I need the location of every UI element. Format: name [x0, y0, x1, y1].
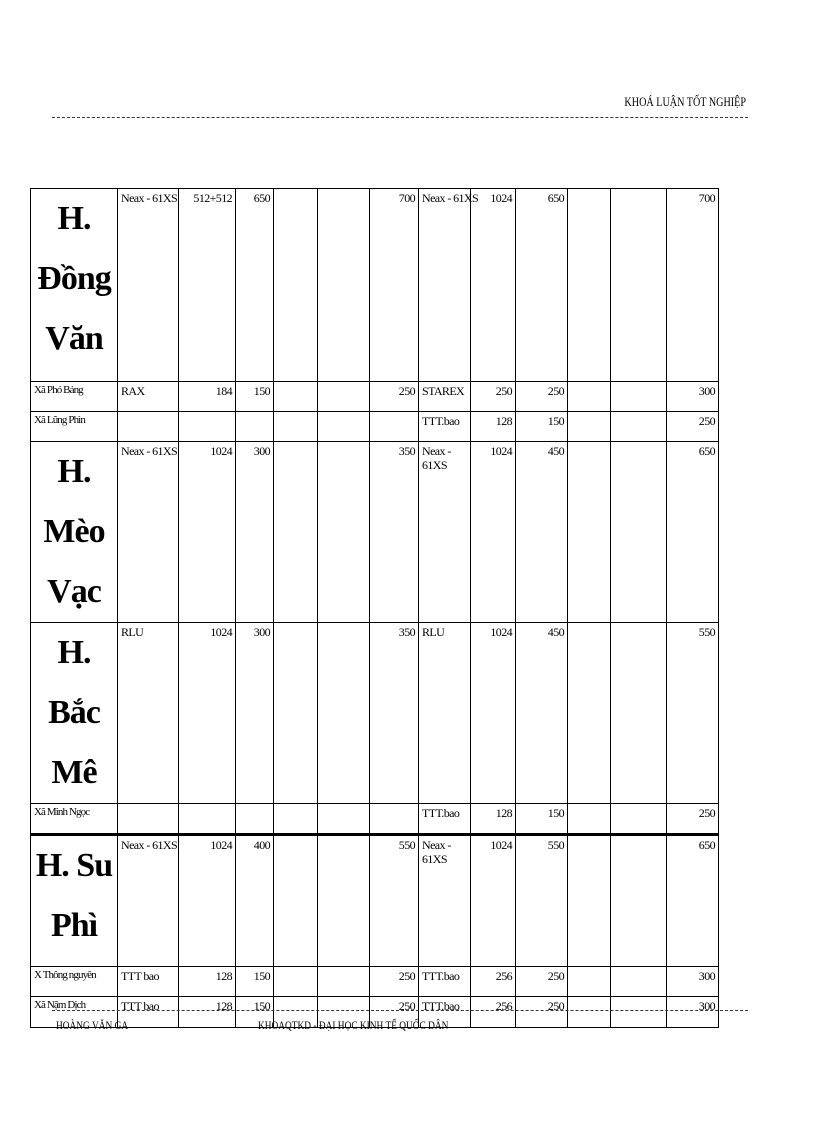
- footer-author: HOÀNG VĂN GA: [56, 1018, 129, 1032]
- table-cell: [568, 804, 611, 835]
- table-cell: 1024: [471, 623, 516, 804]
- table-cell: 256: [471, 997, 516, 1028]
- table-row: [31, 804, 719, 835]
- table-cell: [611, 623, 667, 804]
- table-cell: Neax - 61XS: [419, 835, 471, 967]
- table-cell: [370, 804, 419, 835]
- table-cell: 150: [236, 967, 274, 997]
- table-cell: [274, 189, 318, 382]
- row-name-cell: H. Mèo Vạc: [31, 442, 118, 623]
- row-name-cell: Xã Phó Bảng: [31, 382, 118, 412]
- table-cell: 184: [179, 382, 236, 412]
- table-cell: 550: [516, 835, 568, 967]
- table-cell: 128: [471, 804, 516, 835]
- row-name-cell: H. Su Phì: [31, 835, 118, 967]
- row-name-cell: X Thông nguyên: [31, 967, 118, 997]
- table-cell: [318, 804, 370, 835]
- table-cell: 700: [370, 189, 419, 382]
- header-divider: [52, 117, 748, 118]
- table-cell: 150: [236, 382, 274, 412]
- table-cell: Neax - 61XS: [419, 442, 471, 623]
- table-cell: [318, 442, 370, 623]
- table-cell: 300: [667, 967, 719, 997]
- table-cell: 650: [236, 189, 274, 382]
- table-cell: [568, 382, 611, 412]
- table-cell: TTT.bao: [419, 804, 471, 835]
- table-cell: 250: [370, 997, 419, 1028]
- table-cell: STAREX: [419, 382, 471, 412]
- table-cell: [568, 835, 611, 967]
- table-cell: 128: [179, 967, 236, 997]
- table-cell: 150: [516, 804, 568, 835]
- table-cell: 256: [471, 967, 516, 997]
- table-cell: Neax - 61XS: [118, 189, 179, 382]
- table-cell: [274, 804, 318, 835]
- data-table: [30, 188, 719, 1028]
- table-cell: [236, 412, 274, 442]
- table-cell: [318, 623, 370, 804]
- table-cell: TTT.bao: [419, 997, 471, 1028]
- table-cell: [118, 804, 179, 835]
- table-cell: TTT.bao: [419, 967, 471, 997]
- table-cell: [611, 442, 667, 623]
- table-cell: [611, 835, 667, 967]
- table-cell: 1024: [471, 835, 516, 967]
- table-cell: [611, 189, 667, 382]
- table-cell: [318, 412, 370, 442]
- table-row: [31, 189, 719, 382]
- table-cell: 550: [370, 835, 419, 967]
- table-cell: [611, 412, 667, 442]
- table-cell: TTT bao: [118, 997, 179, 1028]
- table-cell: [274, 442, 318, 623]
- table-cell: [568, 997, 611, 1028]
- table-cell: Neax - 61XS: [118, 835, 179, 967]
- table-cell: [568, 189, 611, 382]
- table-cell: [274, 382, 318, 412]
- table-cell: [236, 804, 274, 835]
- table-cell: 1024: [179, 835, 236, 967]
- table-cell: [274, 835, 318, 967]
- table-cell: 1024: [179, 623, 236, 804]
- table-cell: 128: [179, 997, 236, 1028]
- row-name-cell: H. Bắc Mê: [31, 623, 118, 804]
- table-cell: Neax - 61XS: [118, 442, 179, 623]
- table-cell: [274, 967, 318, 997]
- table-cell: TTT bao: [118, 967, 179, 997]
- table-cell: [274, 412, 318, 442]
- table-cell: 250: [667, 804, 719, 835]
- row-name-cell: Xã Minh Ngọc: [31, 804, 118, 835]
- table-cell: 250: [516, 967, 568, 997]
- table-cell: 150: [236, 997, 274, 1028]
- table-cell: 1024: [179, 442, 236, 623]
- table-cell: 250: [471, 382, 516, 412]
- table-cell: RAX: [118, 382, 179, 412]
- table-cell: 250: [370, 382, 419, 412]
- table-cell: 700: [667, 189, 719, 382]
- table-row: [31, 382, 719, 412]
- table-cell: [568, 967, 611, 997]
- table-cell: [611, 804, 667, 835]
- table-cell: 150: [516, 412, 568, 442]
- table-cell: 350: [370, 442, 419, 623]
- table-cell: [318, 835, 370, 967]
- table-cell: 300: [667, 382, 719, 412]
- footer-divider: [52, 1010, 748, 1011]
- table-cell: 650: [667, 835, 719, 967]
- table-row: [31, 623, 719, 804]
- table-cell: [568, 442, 611, 623]
- page-header-title: KHOÁ LUẬN TỐT NGHIỆP: [624, 94, 746, 109]
- table-row: [31, 835, 719, 967]
- table-cell: 550: [667, 623, 719, 804]
- table-cell: RLU: [419, 623, 471, 804]
- table-row: [31, 412, 719, 442]
- table-cell: 1024: [471, 189, 516, 382]
- table-cell: [611, 967, 667, 997]
- table-cell: [568, 623, 611, 804]
- table-cell: 650: [667, 442, 719, 623]
- table-cell: 650: [516, 189, 568, 382]
- table-cell: [179, 804, 236, 835]
- table-cell: [318, 382, 370, 412]
- footer-school: KHOAQTKD - ĐẠI HỌC KINH TẾ QUỐC DÂN: [258, 1018, 449, 1032]
- table-cell: 450: [516, 442, 568, 623]
- table-cell: 300: [236, 442, 274, 623]
- table-cell: RLU: [118, 623, 179, 804]
- row-name-cell: Xã Nậm Dịch: [31, 997, 118, 1028]
- table-cell: 300: [236, 623, 274, 804]
- table-cell: 350: [370, 623, 419, 804]
- table-cell: [179, 412, 236, 442]
- table-cell: [318, 967, 370, 997]
- table-cell: 250: [370, 967, 419, 997]
- table-cell: 250: [516, 382, 568, 412]
- table-cell: [611, 997, 667, 1028]
- table-cell: Neax - 61XS: [419, 189, 471, 382]
- table-cell: 128: [471, 412, 516, 442]
- table-cell: [274, 623, 318, 804]
- table-cell: 1024: [471, 442, 516, 623]
- table-row: [31, 967, 719, 997]
- table-cell: [611, 382, 667, 412]
- row-name-cell: Xã Lũng Phìn: [31, 412, 118, 442]
- table-cell: 300: [667, 997, 719, 1028]
- table-cell: [318, 189, 370, 382]
- table-cell: 450: [516, 623, 568, 804]
- table-cell: TTT.bao: [419, 412, 471, 442]
- table-cell: 400: [236, 835, 274, 967]
- row-name-cell: H. Đồng Văn: [31, 189, 118, 382]
- table-cell: 512+512: [179, 189, 236, 382]
- table-cell: [118, 412, 179, 442]
- table-cell: [370, 412, 419, 442]
- table-cell: 250: [667, 412, 719, 442]
- table-cell: 250: [516, 997, 568, 1028]
- table-row: [31, 442, 719, 623]
- table-cell: [568, 412, 611, 442]
